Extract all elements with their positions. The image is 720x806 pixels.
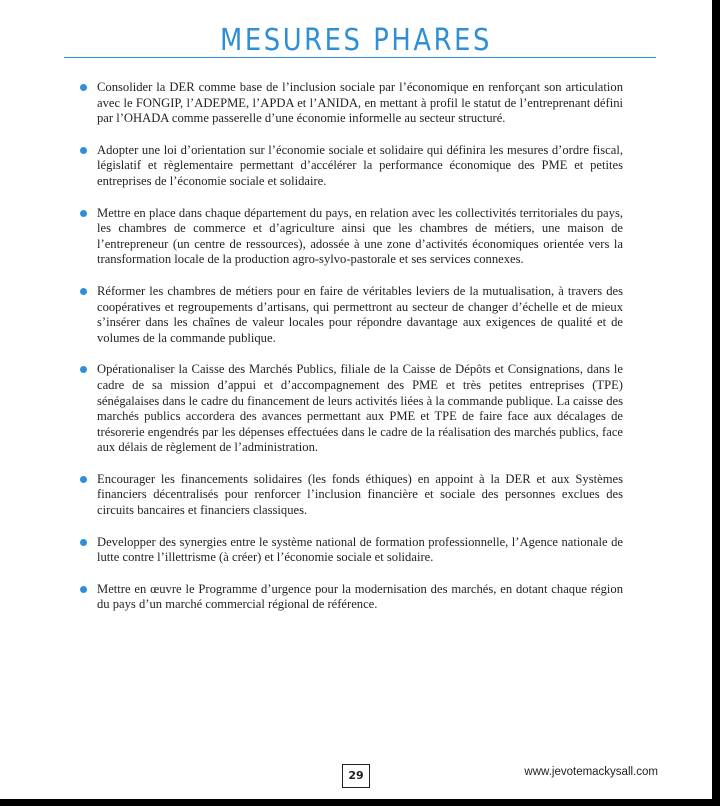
list-item bbox=[97, 80, 623, 127]
title-underline bbox=[64, 57, 656, 58]
list-item bbox=[97, 362, 623, 456]
bullet-dot-icon bbox=[80, 84, 87, 91]
list-item bbox=[97, 206, 623, 268]
bullet-dot-icon bbox=[80, 586, 87, 593]
bullet-dot-icon bbox=[80, 147, 87, 154]
list-item bbox=[97, 284, 623, 346]
list-item-text: Mettre en œuvre le Programme d’urgence pour la modernisation des marchés, en dotant chaque région du pays d’un marché commercial régional de référence. bbox=[97, 581, 623, 612]
list-item-text: Mettre en place dans chaque département du pays, en relation avec les collectivités territoriales du pays, les chambres de commerce et d’agriculture ainsi que les chambres de métiers, une maison de l’entrepreneur (un centre de ressources), adossée à une zone d’activités économiques orientée vers la transformation locale de la production agro-sylvo-pastorale et ses services connexes. bbox=[97, 205, 623, 267]
list-item-text: Réformer les chambres de métiers pour en faire de véritables leviers de la mutualisation, à travers des coopératives et regroupements d’artisans, qui permettront au secteur de changer d’échelle et de mieux s’insérer dans les chaînes de valeur locales pour répondre davantage aux exigences de qualité et de volumes de la commande publique. bbox=[97, 283, 623, 345]
website-link[interactable]: www.jevotemackysall.com bbox=[524, 766, 658, 778]
bullet-dot-icon bbox=[80, 476, 87, 483]
list-item bbox=[97, 143, 623, 190]
bullet-dot-icon bbox=[80, 539, 87, 546]
list-item-text: Adopter une loi d’orientation sur l’économie sociale et solidaire qui définira les mesures d’ordre fiscal, législatif et règlementaire permettant d’accélérer la performance économique des PME et petites entreprises de l’économie sociale et solidaire. bbox=[97, 142, 623, 188]
list-item-text: Consolider la DER comme base de l’inclusion sociale par l’économique en renforçant son articulation avec le FONGIP, l’ADEPME, l’APDA et l’ANIDA, en mettant à profil le statut de l’entreprenant défini par l’OHADA comme passerelle d’une économie informelle au secteur structuré. bbox=[97, 80, 623, 126]
list-item bbox=[97, 535, 623, 566]
bullet-dot-icon bbox=[80, 366, 87, 373]
list-item-text: Opérationaliser la Caisse des Marchés Publics, filiale de la Caisse de Dépôts et Consignations, dans le cadre de sa mission d’appui et d’accompagnement des PME et très petites entreprises (TPE) sénégalaises dans le cadre du financement de leurs activités liées à la commande publique. La caisse des marchés publics accordera des avances permettant aux PME et TPE de faire face aux décalages de trésorerie engendrés par les dépenses effectuées dans le cadre de la réalisation des marchés publics, face aux délais de règlement de l’administration. bbox=[97, 362, 623, 455]
bullet-dot-icon bbox=[80, 288, 87, 295]
page-number: 29 bbox=[342, 764, 370, 788]
page-title: MESURES PHARES bbox=[220, 23, 492, 58]
list-item-text: Developper des synergies entre le système national de formation professionnelle, l’Agence nationale de lutte contre l’illettrisme (à créer) et l’économie sociale et solidaire. bbox=[97, 534, 623, 565]
bullet-dot-icon bbox=[80, 210, 87, 217]
list-item bbox=[97, 582, 623, 613]
measures-list bbox=[97, 80, 623, 629]
list-item-text: Encourager les financements solidaires (les fonds éthiques) en appoint à la DER et aux Systèmes financiers décentralisés pour renforcer l’inclusion financière et sociale des personnes exclues des circuits bancaires et financiers classiques. bbox=[97, 471, 623, 518]
list-item bbox=[97, 472, 623, 519]
